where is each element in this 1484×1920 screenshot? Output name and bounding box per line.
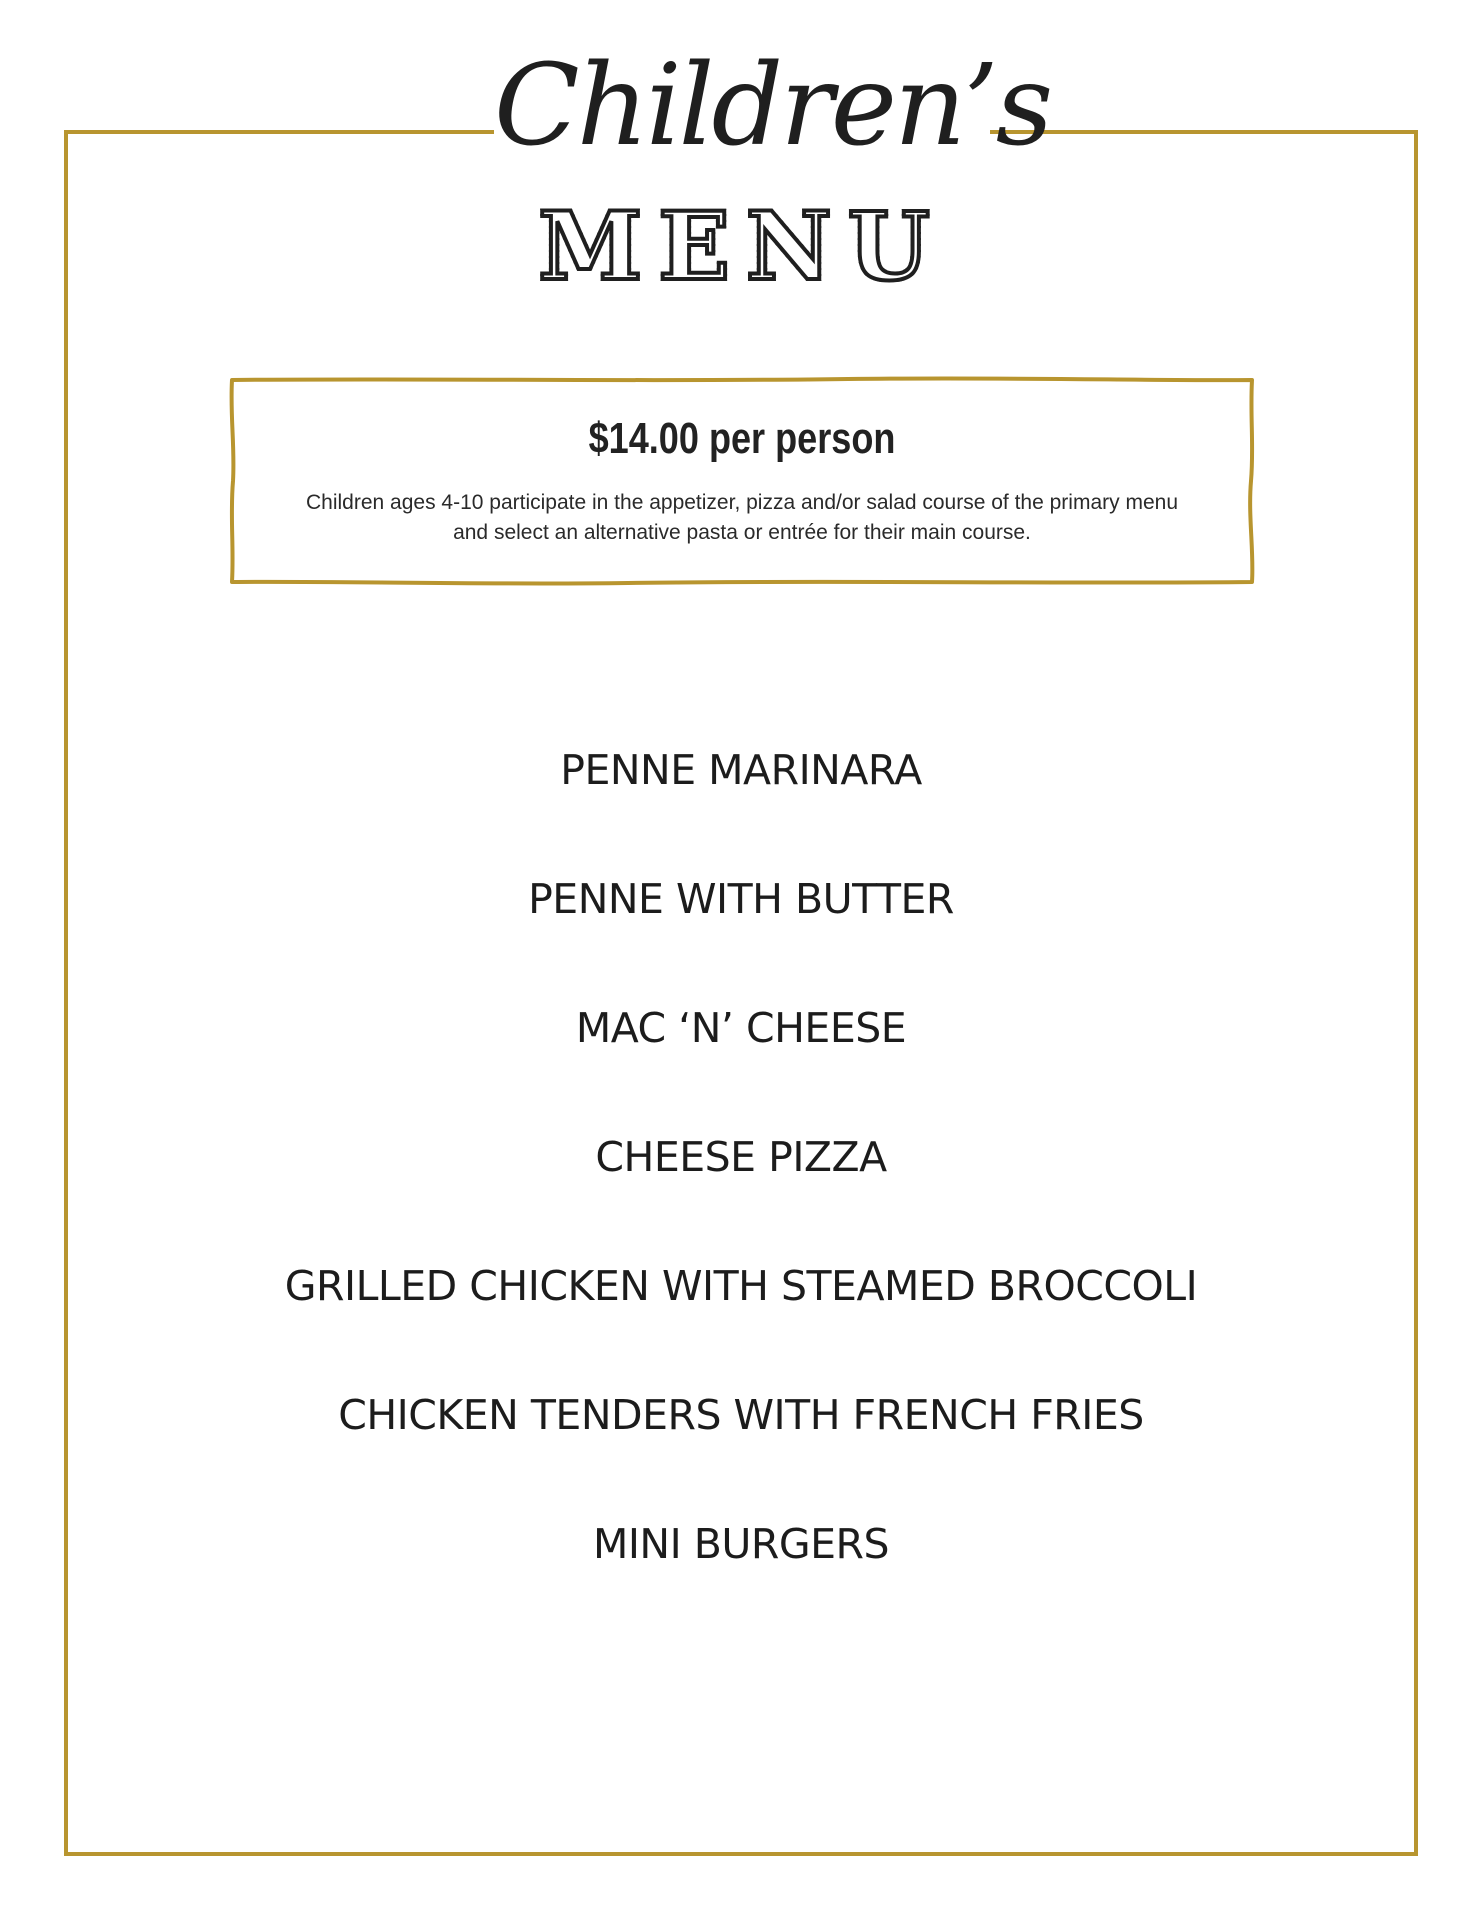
menu-item: GRILLED CHICKEN WITH STEAMED BROCCOLI xyxy=(284,1262,1198,1310)
menu-item-list xyxy=(64,740,1418,1643)
menu-title: MENU xyxy=(494,200,990,294)
price-description: Children ages 4-10 participate in the appetizer, pizza and/or salad course of the primary menu and select an alternative pasta or entrée for their main course. xyxy=(306,491,1178,544)
menu-item: MAC ‘N’ CHEESE xyxy=(575,1004,907,1052)
price-box-border xyxy=(228,376,1256,586)
menu-header xyxy=(494,40,1051,302)
menu-item: PENNE MARINARA xyxy=(560,746,922,794)
price-heading: $14.00 per person xyxy=(588,414,896,463)
childrens-script-title: Children’s xyxy=(494,41,1051,171)
menu-item: CHEESE PIZZA xyxy=(595,1133,887,1181)
price-box xyxy=(228,376,1256,586)
menu-item: MINI BURGERS xyxy=(592,1520,890,1568)
menu-item: PENNE WITH BUTTER xyxy=(528,875,954,923)
menu-item: CHICKEN TENDERS WITH FRENCH FRIES xyxy=(338,1391,1144,1439)
